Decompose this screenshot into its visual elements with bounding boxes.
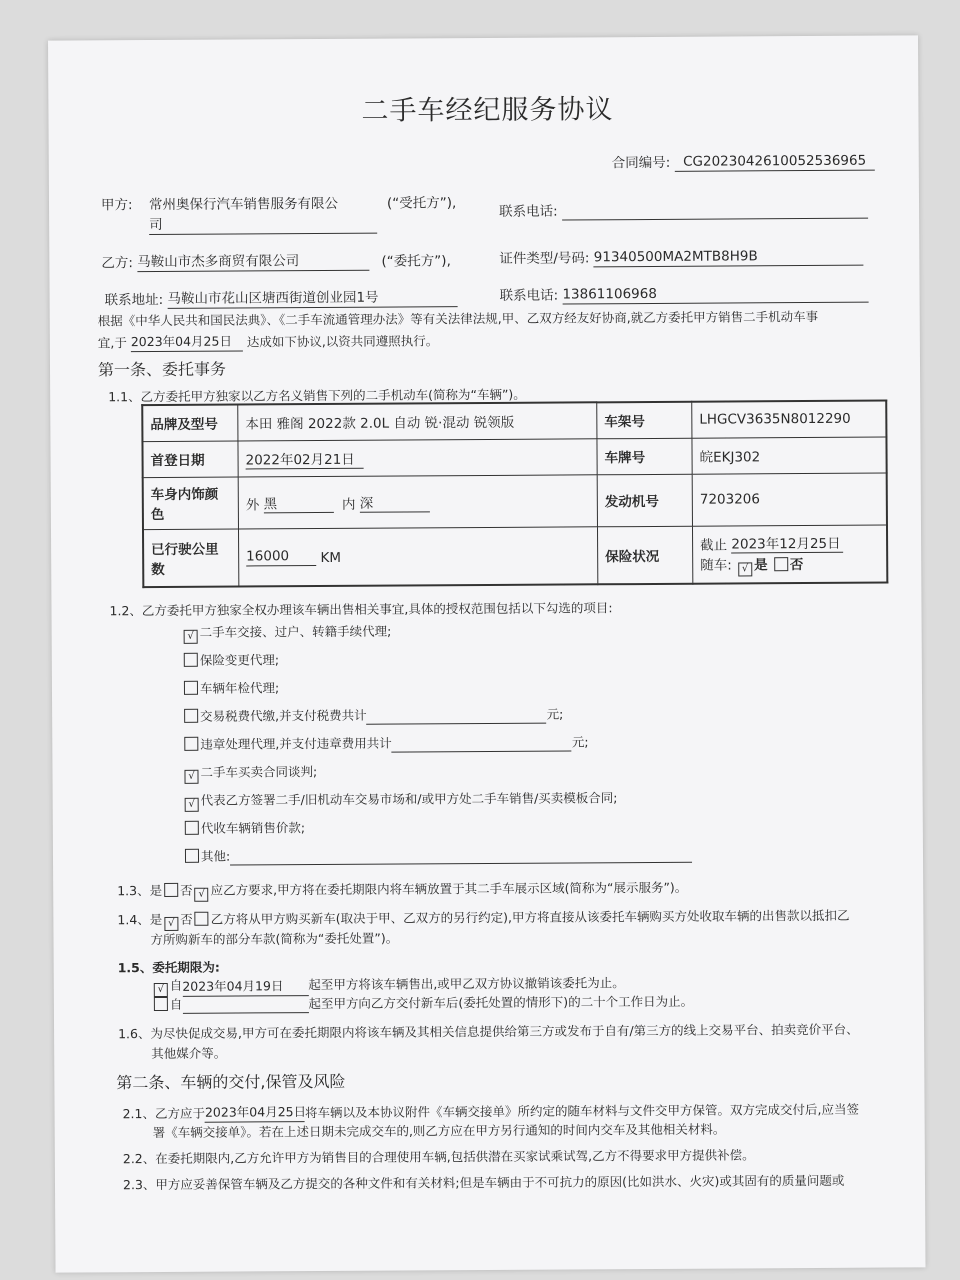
clause-1-3-no-label: 否 bbox=[180, 882, 193, 898]
color-header: 车身内饰颜色 bbox=[143, 477, 239, 530]
plate-value: 皖EKJ302 bbox=[692, 437, 887, 474]
brand-value: 本田 雅阁 2022款 2.0L 自动 锐·混动 锐领版 bbox=[238, 402, 597, 440]
interior-label: 内 bbox=[341, 496, 356, 513]
option-4-tail: 元; bbox=[571, 734, 589, 750]
option-2-checkbox[interactable] bbox=[184, 681, 198, 695]
reg-date-header: 首登日期 bbox=[142, 441, 238, 478]
term-option-1-from: 自 bbox=[169, 977, 183, 993]
clause-1-1: 1.1、乙方委托甲方独家以乙方名义销售下列的二手机动车(简称为“车辆”)。 bbox=[108, 386, 526, 405]
party-a-phone-label: 联系电话: bbox=[499, 203, 558, 220]
other-field[interactable] bbox=[230, 845, 692, 866]
insurance-expiry bbox=[700, 531, 879, 553]
clause-1-3 bbox=[117, 879, 687, 902]
clause-1-5-label: 1.5、委托期限为: bbox=[117, 959, 220, 976]
option-7-checkbox[interactable] bbox=[185, 821, 199, 835]
vin-value: LHGCV3635N8012290 bbox=[692, 401, 887, 438]
party-b-phone bbox=[500, 284, 869, 305]
contract-page bbox=[48, 35, 926, 1272]
term-start-date: 2023年04月19日 bbox=[182, 977, 308, 997]
clause-2-1-text: 将车辆以及本协议附件《车辆交接单》所约定的随车材料与文件交甲方保管。双方完成交付后,应当签 bbox=[304, 1101, 859, 1121]
no-checkbox[interactable] bbox=[774, 557, 788, 571]
clause-1-3-text: 应乙方要求,甲方将在委托期限内将车辆放置于其二手车展示区域(简称为“展示服务”)。 bbox=[210, 879, 688, 898]
party-b-address-label: 联系地址: bbox=[104, 291, 164, 309]
violation-amount-field[interactable] bbox=[392, 733, 572, 752]
with-car-label: 随车: bbox=[700, 557, 732, 574]
party-b-id bbox=[499, 247, 864, 268]
clause-1-2: 1.2、乙方委托甲方独家全权办理该车辆出售相关事宜,具体的授权范围包括以下勾选的项目: bbox=[109, 600, 613, 619]
contract-number-value: CG2023042610052536965 bbox=[675, 152, 875, 172]
option-5-text: 二手车买卖合同谈判; bbox=[200, 764, 318, 780]
insurance-with-car bbox=[700, 552, 879, 576]
clause-1-3-yes-label: 1.3、是 bbox=[117, 882, 163, 899]
clause-2-1-line-2: 署《车辆交接单》。若在上述日期未完成交车的,则乙方应在甲方另行通知的时间内交车及其他相关材料。 bbox=[152, 1121, 726, 1141]
term-option-2-checkbox[interactable] bbox=[154, 997, 168, 1011]
tax-amount-field[interactable] bbox=[367, 706, 547, 725]
party-b-name: 马鞍山市杰多商贸有限公司 bbox=[137, 252, 369, 272]
mileage-header: 已行驶公里数 bbox=[143, 529, 239, 588]
party-b-phone-value: 13861106968 bbox=[562, 284, 868, 305]
party-b-role: (“委托方”), bbox=[381, 253, 451, 270]
clause-2-1 bbox=[123, 1100, 859, 1123]
option-8-checkbox[interactable] bbox=[185, 849, 199, 863]
reg-date-cell bbox=[238, 438, 597, 476]
mileage-cell bbox=[238, 526, 597, 586]
option-2 bbox=[182, 679, 279, 698]
page-title: 二手车经纪服务协议 bbox=[361, 94, 614, 127]
option-7 bbox=[183, 819, 305, 838]
clause-1-4 bbox=[117, 907, 849, 931]
clause-1-4-no-label: 否 bbox=[180, 911, 193, 927]
yes-checkbox[interactable]: √ bbox=[738, 562, 752, 576]
color-cell bbox=[238, 474, 597, 528]
insurance-header: 保险状况 bbox=[597, 526, 692, 585]
party-a-phone bbox=[499, 201, 868, 221]
party-b-phone-label: 联系电话: bbox=[499, 287, 559, 304]
plate-header: 车牌号 bbox=[597, 438, 692, 475]
term-option-2 bbox=[152, 993, 693, 1014]
yes-label: 是 bbox=[754, 557, 768, 574]
clause-2-3: 2.3、甲方应妥善保管车辆及乙方提交的各种文件和有关材料;但是车辆由于不可抗力的原因(比如洪水、火灾)或其固有的质量问题或 bbox=[122, 1172, 845, 1193]
option-6-text: 代表乙方签署二手/旧机动车交易市场和/或甲方处二手车销售/买卖模板合同; bbox=[200, 790, 618, 808]
party-b-id-label: 证件类型/号码: bbox=[499, 250, 590, 267]
clause-2-2: 2.2、在委托期限内,乙方允许甲方为销售目的合理使用车辆,包括供潜在买家试乘试驾,乙方不得要求甲方提供补偿。 bbox=[122, 1147, 755, 1167]
term-option-1-text: 起至甲方将该车辆售出,或甲乙双方协议撤销该委托为止。 bbox=[308, 975, 625, 993]
term-2-start-field[interactable] bbox=[182, 995, 308, 1014]
term-option-2-from: 自 bbox=[169, 996, 183, 1012]
clause-1-6-line-1: 1.6、为尽快促成交易,甲方可在委托期限内将该车辆及其相关信息提供给第三方或发布于自有/第三方的线上交易平台、拍卖竞价平台、 bbox=[118, 1021, 859, 1042]
exterior-label: 外 bbox=[245, 496, 260, 513]
mileage-value: 16000 bbox=[246, 548, 316, 566]
party-a-role: (“受托方”), bbox=[386, 195, 457, 212]
preamble-line-2 bbox=[98, 331, 439, 352]
insurance-cell bbox=[692, 525, 887, 584]
article-2-heading: 第二条、车辆的交付,保管及风险 bbox=[116, 1071, 346, 1093]
contract-number bbox=[612, 152, 875, 173]
option-0-text: 二手车交接、过户、转籍手续代理; bbox=[199, 623, 392, 640]
agreement-date: 2023年04月25日 bbox=[131, 332, 243, 352]
party-b-address-value: 马鞍山市花山区塘西街道创业园1号 bbox=[167, 288, 457, 309]
party-a-phone-value bbox=[562, 201, 868, 221]
insurance-prefix: 截止 bbox=[700, 537, 728, 554]
clause-1-4-line-2: 方所购新车的部分车款(简称为“委托处置”)。 bbox=[150, 930, 399, 948]
option-6 bbox=[183, 789, 618, 812]
clause-2-1-prefix: 2.1、乙方应于 bbox=[122, 1105, 205, 1122]
option-7-text: 代收车辆销售价款; bbox=[200, 820, 306, 836]
exterior-color: 黑 bbox=[264, 491, 334, 512]
delivery-date: 2023年04月25日 bbox=[205, 1103, 305, 1123]
option-5-checkbox[interactable]: √ bbox=[184, 770, 198, 784]
preamble-suffix: 达成如下协议,以资共同遵照执行。 bbox=[246, 333, 439, 350]
term-option-1-checkbox[interactable]: √ bbox=[154, 983, 168, 997]
option-8-text: 其他: bbox=[200, 848, 231, 864]
option-6-checkbox[interactable]: √ bbox=[185, 798, 199, 812]
option-2-text: 车辆年检代理; bbox=[199, 680, 280, 696]
option-1-checkbox[interactable] bbox=[184, 653, 198, 667]
brand-header: 品牌及型号 bbox=[142, 405, 238, 442]
option-4 bbox=[182, 733, 588, 753]
option-3-text: 交易税费代缴,并支付税费共计 bbox=[200, 707, 367, 724]
party-a-name-2: 司 bbox=[149, 215, 377, 235]
party-a-label: 甲方: bbox=[100, 197, 133, 214]
clause-1-4-yes-label: 1.4、是 bbox=[117, 911, 163, 928]
clause-1-4-text: 乙方将从甲方购买新车(取决于甲、乙双方的另行约定),甲方将直接从该委托车辆购买方处收取车辆的出售款以抵扣乙 bbox=[210, 907, 850, 927]
preamble-line-1: 根据《中华人民共和国民法典》、《二手车流通管理办法》等有关法律法规,甲、乙双方经友好协商,就乙方委托甲方销售二手机动车事 bbox=[97, 308, 819, 329]
term-option-2-text: 起至甲方向乙方交付新车后(委托处置的情形下)的二十个工作日为止。 bbox=[308, 993, 694, 1012]
mileage-unit: KM bbox=[320, 549, 342, 566]
interior-color: 深 bbox=[360, 491, 430, 512]
option-0 bbox=[182, 623, 392, 644]
option-4-text: 违章处理代理,并支付违章费用共计 bbox=[200, 735, 392, 752]
option-3 bbox=[182, 706, 563, 726]
clause-1-3-no-checkbox[interactable]: √ bbox=[195, 888, 209, 902]
party-b-label: 乙方: bbox=[101, 255, 133, 272]
option-1 bbox=[182, 651, 279, 670]
party-b-row bbox=[101, 251, 451, 272]
option-8 bbox=[183, 845, 692, 866]
option-5 bbox=[182, 763, 317, 784]
vin-header: 车架号 bbox=[597, 402, 692, 439]
clause-1-3-yes-checkbox[interactable] bbox=[164, 883, 178, 897]
reg-date-value: 2022年02月21日 bbox=[245, 447, 363, 469]
party-a-name-1: 常州奥保行汽车销售服务有限公 bbox=[148, 195, 339, 214]
clause-1-4-yes-checkbox[interactable]: √ bbox=[164, 917, 178, 931]
party-b-address bbox=[105, 288, 458, 309]
engine-value: 7203206 bbox=[692, 473, 887, 526]
option-4-checkbox[interactable] bbox=[184, 737, 198, 751]
option-3-checkbox[interactable] bbox=[184, 709, 198, 723]
clause-1-6-line-2: 其他媒介等。 bbox=[151, 1045, 227, 1062]
option-1-text: 保险变更代理; bbox=[199, 652, 280, 668]
vehicle-table bbox=[141, 400, 888, 589]
engine-header: 发动机号 bbox=[597, 474, 692, 527]
option-3-tail: 元; bbox=[546, 706, 564, 722]
clause-1-4-no-checkbox[interactable] bbox=[195, 912, 209, 926]
article-1-heading: 第一条、委托事务 bbox=[97, 359, 227, 380]
contract-number-label: 合同编号: bbox=[611, 154, 671, 172]
preamble-prefix: 宜,于 bbox=[97, 335, 127, 351]
no-label: 否 bbox=[789, 556, 804, 573]
option-0-checkbox[interactable]: √ bbox=[184, 630, 198, 644]
insurance-date: 2023年12月25日 bbox=[731, 532, 843, 554]
party-b-id-value: 91340500MA2MTB8H9B bbox=[594, 247, 864, 268]
